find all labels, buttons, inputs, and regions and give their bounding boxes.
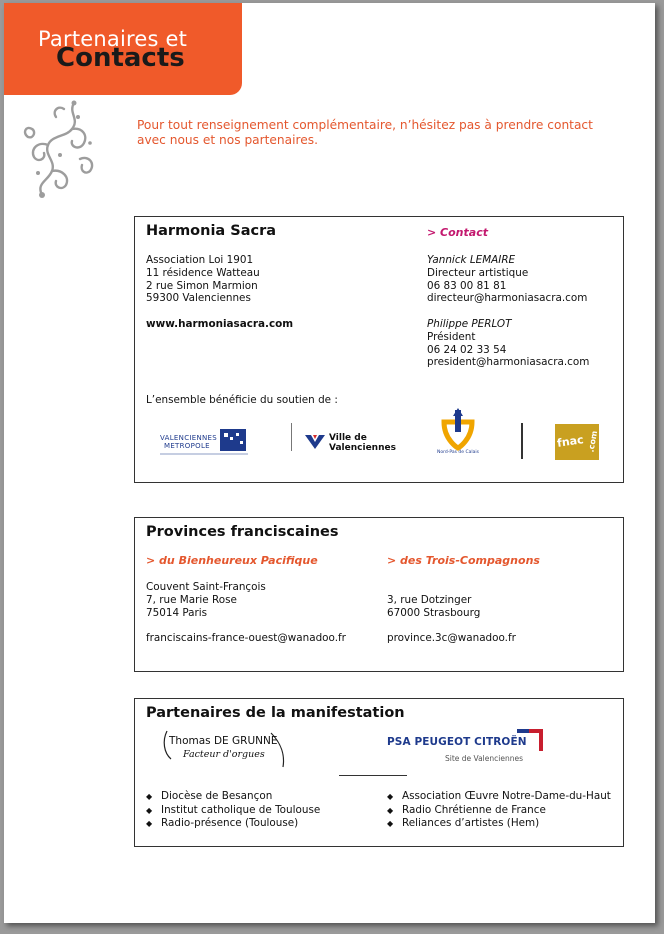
header-title-line2: Contacts bbox=[56, 43, 185, 73]
contact-email-link[interactable]: president@harmoniasacra.com bbox=[427, 356, 590, 369]
province-left-label: > du Bienheureux Pacifique bbox=[146, 554, 318, 567]
logo-text: fnac bbox=[556, 433, 585, 450]
province-right-email-link[interactable]: province.3c@wanadoo.fr bbox=[387, 632, 516, 644]
logo-text: Site de Valenciennes bbox=[445, 754, 523, 763]
partners-box bbox=[134, 698, 624, 847]
contact-phone: 06 24 02 33 54 bbox=[427, 343, 507, 356]
fnac-logo-icon bbox=[555, 424, 599, 460]
partners-left-list bbox=[146, 790, 320, 831]
support-label: L’ensemble bénéficie du soutien de : bbox=[146, 394, 338, 406]
address-line: 2 rue Simon Marmion bbox=[146, 279, 258, 292]
address-line: 11 résidence Watteau bbox=[146, 266, 260, 279]
address-line: Couvent Saint-François bbox=[146, 581, 266, 593]
address-line: 59300 Valenciennes bbox=[146, 292, 251, 305]
logo-text: Valenciennes bbox=[329, 443, 396, 453]
list-item: ◆ Reliances d’artistes (Hem) bbox=[387, 817, 611, 831]
logo-text: Thomas DE GRUNNE bbox=[169, 735, 278, 747]
list-item: ◆ Diocèse de Besançon bbox=[146, 790, 320, 804]
valenciennes-metropole-logo-icon bbox=[160, 427, 252, 457]
logo-text: Nord-Pas de Calais bbox=[437, 450, 479, 455]
province-right-label: > des Trois-Compagnons bbox=[387, 554, 540, 567]
harmonia-website-link[interactable]: www.harmoniasacra.com bbox=[146, 318, 294, 330]
province-left-email-link[interactable]: franciscains-france-ouest@wanadoo.fr bbox=[146, 632, 346, 644]
logo-text: Facteur d'orgues bbox=[183, 749, 265, 760]
partners-right-list bbox=[387, 790, 611, 831]
contact-name: Yannick LEMAIRE bbox=[427, 254, 516, 266]
logo-divider bbox=[291, 423, 292, 451]
address-line: 67000 Strasbourg bbox=[387, 606, 481, 619]
logo-divider bbox=[521, 423, 523, 459]
contact-role: Directeur artistique bbox=[427, 266, 529, 279]
contact-1 bbox=[427, 254, 587, 305]
province-left-address bbox=[146, 581, 266, 619]
list-item: ◆ Radio Chrétienne de France bbox=[387, 804, 611, 818]
harmonia-address bbox=[146, 254, 260, 305]
psa-peugeot-citroen-logo-icon bbox=[383, 727, 548, 769]
logo-text: Ville de bbox=[329, 433, 367, 443]
province-right-address bbox=[387, 594, 480, 620]
list-item: ◆ Institut catholique de Toulouse bbox=[146, 804, 320, 818]
contact-name: Philippe PERLOT bbox=[427, 318, 512, 330]
contact-role: Président bbox=[427, 330, 476, 343]
harmonia-sacra-box bbox=[134, 216, 624, 483]
contact-label: > Contact bbox=[427, 226, 488, 239]
address-line: Association Loi 1901 bbox=[146, 254, 254, 266]
address-line: 3, rue Dotzinger bbox=[387, 594, 472, 606]
intro-text: Pour tout renseignement complémentaire, n’hésitez pas à prendre contact avec nous et nos partenaires. bbox=[137, 118, 593, 147]
provinces-box bbox=[134, 517, 624, 672]
document-page bbox=[4, 3, 655, 923]
contact-email-link[interactable]: directeur@harmoniasacra.com bbox=[427, 292, 588, 305]
address-line: 7, rue Marie Rose bbox=[146, 593, 237, 606]
ville-de-valenciennes-logo-icon bbox=[303, 431, 396, 457]
address-line: 75014 Paris bbox=[146, 606, 208, 619]
contact-phone: 06 83 00 81 81 bbox=[427, 279, 507, 292]
header-tab bbox=[4, 3, 242, 95]
grunne-logo-icon bbox=[159, 729, 289, 769]
list-item: ◆ Radio-présence (Toulouse) bbox=[146, 817, 320, 831]
partners-title: Partenaires de la manifestation bbox=[146, 705, 405, 721]
region-nord-pas-de-calais-logo-icon bbox=[433, 408, 483, 460]
provinces-title: Provinces franciscaines bbox=[146, 524, 339, 540]
header-title-line1: Partenaires et bbox=[38, 27, 188, 51]
logo-text: .com bbox=[586, 430, 600, 453]
divider-line bbox=[339, 775, 407, 776]
list-item: ◆ Association Œuvre Notre-Dame-du-Haut bbox=[387, 790, 611, 804]
floral-ornament-icon bbox=[22, 99, 102, 205]
contact-2 bbox=[427, 318, 589, 369]
logo-text: METROPOLE bbox=[164, 442, 210, 450]
logo-text: VALENCIENNES bbox=[160, 434, 218, 442]
logo-text: PSA PEUGEOT CITROËN bbox=[387, 736, 527, 748]
harmonia-title: Harmonia Sacra bbox=[146, 223, 277, 239]
